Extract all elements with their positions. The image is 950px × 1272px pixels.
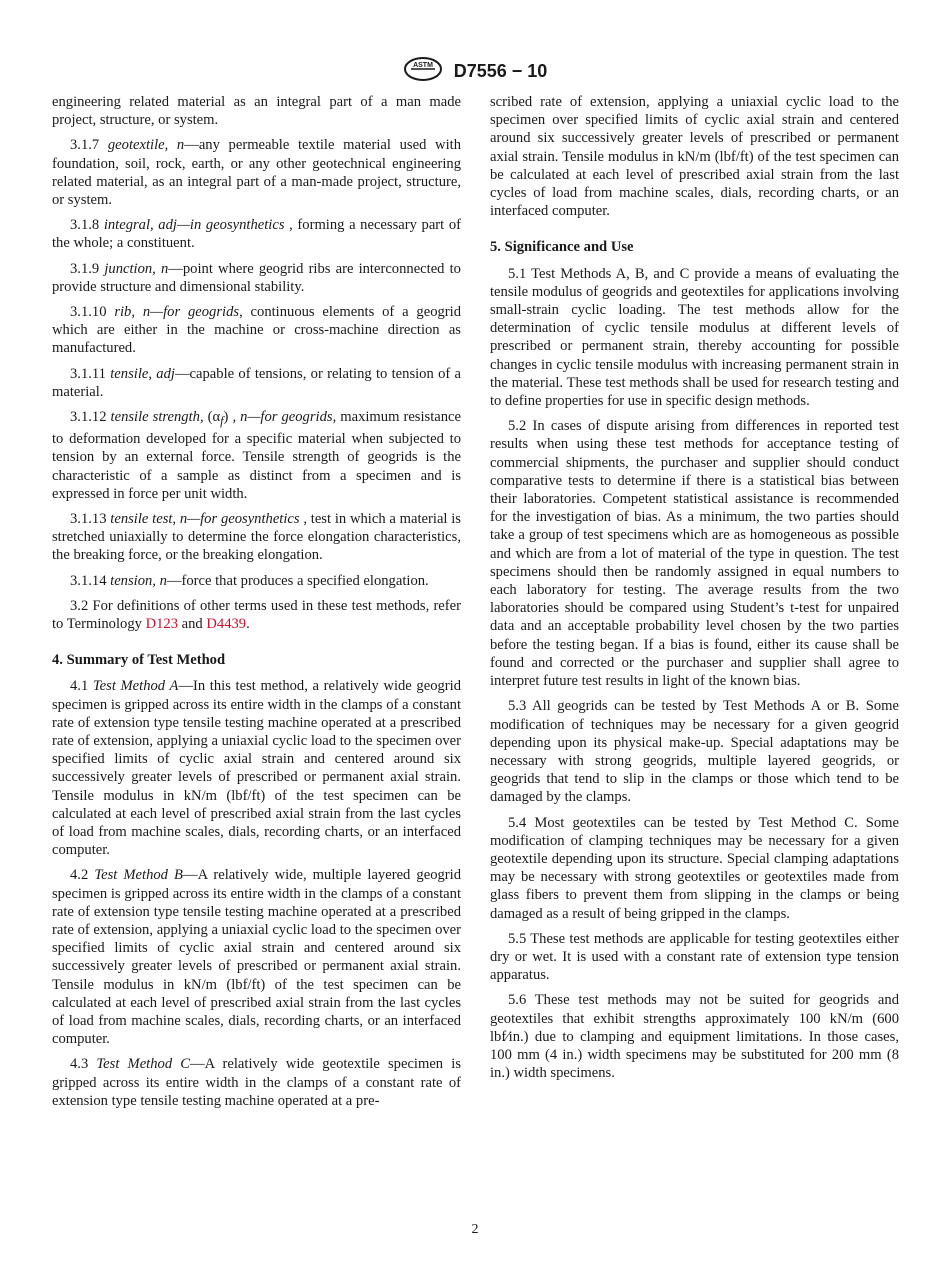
definition-3-1-13: 3.1.13 tensile test, n—for geosynthetics , test in which a material is stretched uniaxially to determine the force elongation characteristics, the breaking force, or the breaking elongation. — [52, 510, 461, 564]
definition-3-1-11: 3.1.11 tensile, adj—capable of tensions, or relating to tension of a material. — [52, 365, 462, 400]
link-d123[interactable]: D123 — [145, 615, 178, 632]
paragraph-4-2: 4.2 Test Method B—A relatively wide, multiple layered geogrid specimen is gripped across its entire width in the clamps of a constant rate of extension type tensile testing machine operated at a prescribed rate of extension, applying a uniaxial cyclic load to the specimen over specified limits of cyclic axial strain and centered around six successively greater levels of prescribed or permanent axial strain. Tensile modulus in kN/m (lbf/ft) of the test specimen can be calculated at each level of prescribed axial strain from the last cycles of load from machine scales, dials, recording charts, or an interfaced computer. — [52, 867, 462, 1048]
paragraph-5-1: 5.1 Test Methods A, B, and C provide a means of evaluating the tensile modulus of geogrids and geotextiles for applications involving small-strain cyclic loading. The test methods allow for the determination of cyclic tensile modulus at different levels of prescribed or permanent strain, thereby accounting for possible changes in cyclic tensile modulus with increasing permanent strain in the material. These test methods shall be used for research testing and to define properties for use in specific design methods. — [490, 265, 899, 410]
paragraph-4-1: 4.1 Test Method A—In this test method, a relatively wide geogrid specimen is gripped across its entire width in the clamps of a constant rate of extension type tensile testing machine operated at a prescribed rate of extension, applying a uniaxial cyclic load to the specimen over specified limits of cyclic axial strain and centered around six successively greater levels of prescribed or permanent axial strain. Tensile modulus in kN/m (lbf/ft) of the test specimen can be calculated at each level of prescribed axial strain from the last cycles of load from machine scales, dials, recording charts, or an interfaced computer. — [52, 678, 461, 859]
paragraph-5-2: 5.2 In cases of dispute arising from differences in reported test results when using these test methods for acceptance testing of commercial shipments, the purchaser and supplier should conduct comparative tests to determine if there is a statistical bias between their laboratories. Competent statistical assistance is recommended for the investigation of bias. As a minimum, the two parties should take a group of test specimens which are as homogeneous as possible and which are from a lot of material of the type in question. The test specimens should then be randomly assigned in equal numbers to each laboratory for testing. The average results from the two laboratories should be compared using Student’s t-test for unpaired data and an acceptable probability level chosen by the two parties before the testing began. If a bias is found, either its cause shall be found and corrected or the purchaser and supplier shall agree to interpret future test results in light of the known bias. — [490, 418, 899, 690]
definition-3-1-8: 3.1.8 integral, adj—in geosynthetics , forming a necessary part of the whole; a constituent. — [52, 217, 461, 252]
link-d4439[interactable]: D4439 — [206, 615, 247, 632]
page-header — [0, 56, 950, 87]
astm-logo-icon — [403, 56, 443, 87]
page-number: 2 — [471, 1222, 479, 1237]
paragraph-5-4: 5.4 Most geotextiles can be tested by Test Method C. Some modification of clamping techniques may be necessary for a given geotextile depending upon its structure. Special clamping adaptations may be necessary with strong geotextiles or geotextiles made from glass fibers to prevent them from slipping in the clamps or being damaged as a result of being gripped in the clamps. — [490, 814, 899, 922]
left-column — [52, 93, 461, 1117]
svg-text:ASTM: ASTM — [412, 62, 433, 69]
section-heading-4: 4. Summary of Test Method — [52, 652, 226, 669]
document-designation: D7556 − 10 — [453, 61, 548, 81]
right-column — [490, 93, 899, 1089]
paragraph-5-6: 5.6 These test methods may not be suited for geogrids and geotextiles that exhibit strengths approximately 100 kN/m (600 lbf⁄in.) due to clamping and equipment limitations. In those cases, 100 mm (4 in.) width specimens may be substituted for 200 mm (8 in.) width specimens. — [490, 992, 899, 1082]
section-heading-5: 5. Significance and Use — [490, 239, 634, 256]
definition-3-1-7: 3.1.7 geotextile, n—any permeable textile material used with foundation, soil, rock, earth, or any other geotechnical engineering related material, as an integral part of a man-made project, structure, or system. — [52, 137, 461, 209]
paragraph-5-5: 5.5 These test methods are applicable for testing geotextiles either dry or wet. It is used with a constant rate of extension type tension apparatus. — [490, 930, 899, 984]
paragraph-3-2: 3.2 For definitions of other terms used in these test methods, refer to Terminology D123 and D4439. — [52, 597, 461, 632]
definition-3-1-9: 3.1.9 junction, n—point where geogrid ribs are interconnected to provide structure and dimensional stability. — [52, 260, 461, 295]
paragraph-cont: engineering related material as an integral part of a man made project, structure, or system. — [52, 94, 461, 129]
definition-3-1-12: 3.1.12 tensile strength, $(\alpha_f)$ , n—for geogrids, maximum resistance to deformation developed for a specific material when subjected to tension by an external force. Tensile strength of geogrids is the characteristic of a sample as distinct from a specimen and is expressed in force per unit width. — [52, 409, 461, 502]
paragraph-4-3: 4.3 Test Method C—A relatively wide geotextile specimen is gripped across its entire width in the clamps of a constant rate of extension type tensile testing machine operated at a pre- — [52, 1056, 461, 1109]
paragraph-5-3: 5.3 All geogrids can be tested by Test Methods A or B. Some modification of techniques may be necessary for a given geogrid depending upon its physical make-up. Special adaptations may be necessary with strong geogrids, multiple layered geogrids, or geogrids that tend to slip in the clamps or those which tend to be damaged by the clamps. — [490, 698, 899, 806]
definition-3-1-10: 3.1.10 rib, n—for geogrids, continuous elements of a geogrid which are either in the machine or cross-machine direction as manufactured. — [52, 304, 462, 357]
definition-3-1-14: 3.1.14 tension, n—force that produces a specified elongation. — [70, 572, 429, 589]
paragraph-cont-right: scribed rate of extension, applying a uniaxial cyclic load to the specimen over specified limits of cyclic axial strain and centered around six successively greater levels of prescribed or permanent axial strain. Tensile modulus in kN/m (lbf/ft) of the test specimen can be calculated at each level of prescribed axial strain from the last cycles of load from machine scales, dials, recording charts, or an interfaced computer. — [490, 94, 899, 220]
